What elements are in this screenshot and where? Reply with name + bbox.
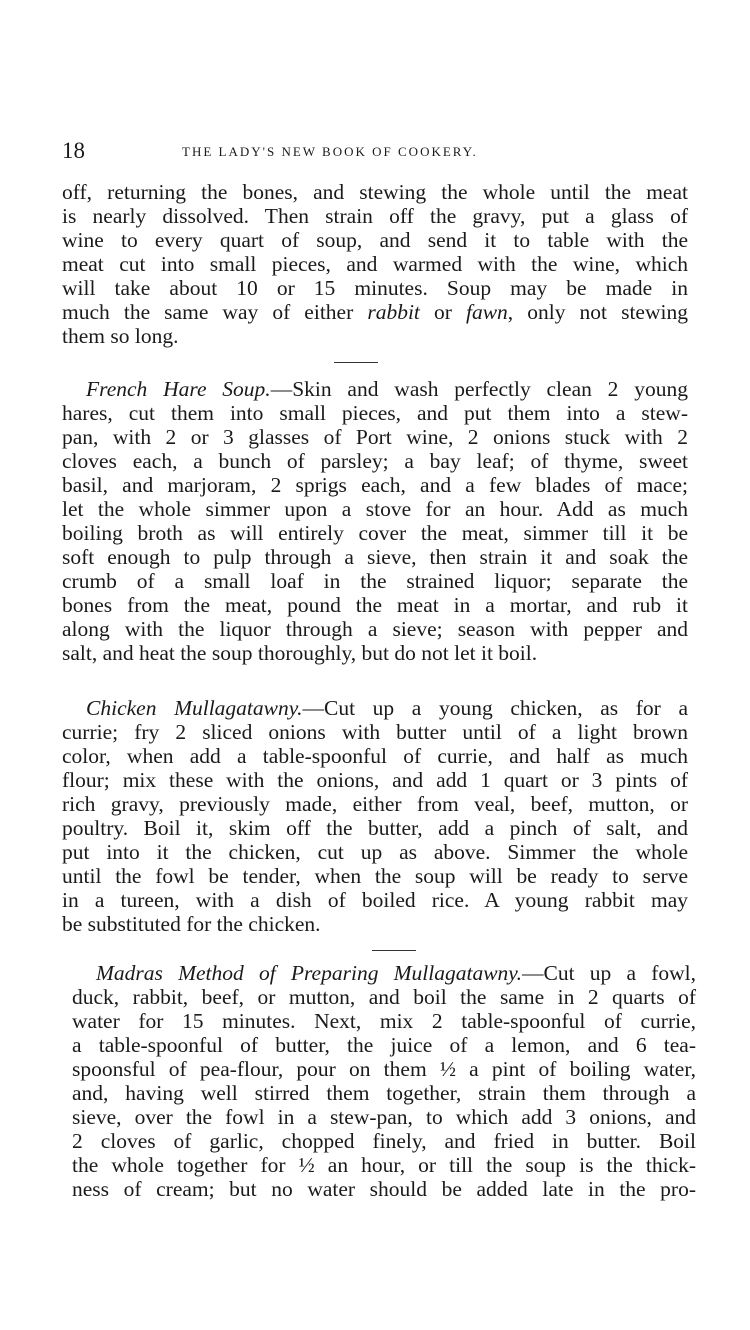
text-line: the whole together for ½ an hour, or till the soup is the thick- <box>72 1153 696 1177</box>
recipe-chicken-mullagatawny <box>62 696 688 936</box>
text-line: a table-spoonful of butter, the juice of a lemon, and 6 tea- <box>72 1033 696 1057</box>
recipe-french-hare-soup <box>62 377 688 665</box>
text-line: them so long. <box>62 324 179 348</box>
text-line: off, returning the bones, and stewing the whole until the meat <box>62 180 688 204</box>
text-line: pan, with 2 or 3 glasses of Port wine, 2 onions stuck with 2 <box>62 425 688 449</box>
text-line: boiling broth as will entirely cover the meat, simmer till it be <box>62 521 688 545</box>
text-line <box>72 961 696 985</box>
text-line: be substituted for the chicken. <box>62 912 321 936</box>
italic-term: fawn <box>465 300 508 324</box>
recipe-title: French Hare Soup. <box>86 377 271 401</box>
text-line: will take about 10 or 15 minutes. Soup may be made in <box>62 276 688 300</box>
text-fragment: —Skin and wash perfectly clean 2 young <box>270 377 688 401</box>
continued-paragraph <box>62 180 688 348</box>
section-divider <box>334 362 378 363</box>
text-line: is nearly dissolved. Then strain off the gravy, put a glass of <box>62 204 688 228</box>
text-line: basil, and marjoram, 2 sprigs each, and a few blades of mace; <box>62 473 688 497</box>
italic-term: rabbit <box>367 300 420 324</box>
text-line <box>62 377 688 401</box>
text-line: currie; fry 2 sliced onions with butter until of a light brown <box>62 720 688 744</box>
text-line: wine to every quart of soup, and send it to table with the <box>62 228 688 252</box>
text-fragment: —Cut up a fowl, <box>522 961 696 985</box>
text-line: meat cut into small pieces, and warmed with the wine, which <box>62 252 688 276</box>
text-line: hares, cut them into small pieces, and put them into a stew- <box>62 401 688 425</box>
text-line: along with the liquor through a sieve; season with pepper and <box>62 617 688 641</box>
recipe-madras-method <box>72 961 696 1201</box>
text-line: ness of cream; but no water should be added late in the pro- <box>72 1177 696 1201</box>
text-fragment: —Cut up a young chicken, as for a <box>302 696 689 720</box>
recipe-title: Chicken Mullagatawny. <box>86 696 303 720</box>
text-fragment: or <box>419 300 466 324</box>
text-line: until the fowl be tender, when the soup will be ready to serve <box>62 864 688 888</box>
text-line: let the whole simmer upon a stove for an hour. Add as much <box>62 497 688 521</box>
text-line: rich gravy, previously made, either from veal, beef, mutton, or <box>62 792 688 816</box>
text-line: soft enough to pulp through a sieve, then strain it and soak the <box>62 545 688 569</box>
text-line: crumb of a small loaf in the strained liquor; separate the <box>62 569 688 593</box>
book-title: THE LADY'S NEW BOOK OF COOKERY. <box>182 144 478 159</box>
text-line: 2 cloves of garlic, chopped finely, and fried in butter. Boil <box>72 1129 696 1153</box>
text-line: bones from the meat, pound the meat in a mortar, and rub it <box>62 593 688 617</box>
page-number: 18 <box>62 138 85 163</box>
text-line: spoonsful of pea-flour, pour on them ½ a pint of boiling water, <box>72 1057 696 1081</box>
text-line: and, having well stirred them together, strain them through a <box>72 1081 696 1105</box>
text-line: in a tureen, with a dish of boiled rice. A young rabbit may <box>62 888 688 912</box>
text-line <box>62 300 688 324</box>
text-line <box>62 696 688 720</box>
text-line: color, when add a table-spoonful of currie, and half as much <box>62 744 688 768</box>
text-fragment: , only not stewing <box>507 300 688 324</box>
text-line: put into it the chicken, cut up as above. Simmer the whole <box>62 840 688 864</box>
text-line: duck, rabbit, beef, or mutton, and boil the same in 2 quarts of <box>72 985 696 1009</box>
text-line: flour; mix these with the onions, and add 1 quart or 3 pints of <box>62 768 688 792</box>
running-head <box>62 138 698 168</box>
text-line: salt, and heat the soup thoroughly, but do not let it boil. <box>62 641 538 665</box>
text-line: sieve, over the fowl in a stew-pan, to which add 3 onions, and <box>72 1105 696 1129</box>
text-line: water for 15 minutes. Next, mix 2 table-spoonful of currie, <box>72 1009 696 1033</box>
text-line: poultry. Boil it, skim off the butter, add a pinch of salt, and <box>62 816 688 840</box>
recipe-title: Madras Method of Preparing Mullagatawny. <box>96 961 523 985</box>
text-fragment: much the same way of either <box>62 300 368 324</box>
text-line: cloves each, a bunch of parsley; a bay leaf; of thyme, sweet <box>62 449 688 473</box>
section-divider <box>372 950 416 951</box>
